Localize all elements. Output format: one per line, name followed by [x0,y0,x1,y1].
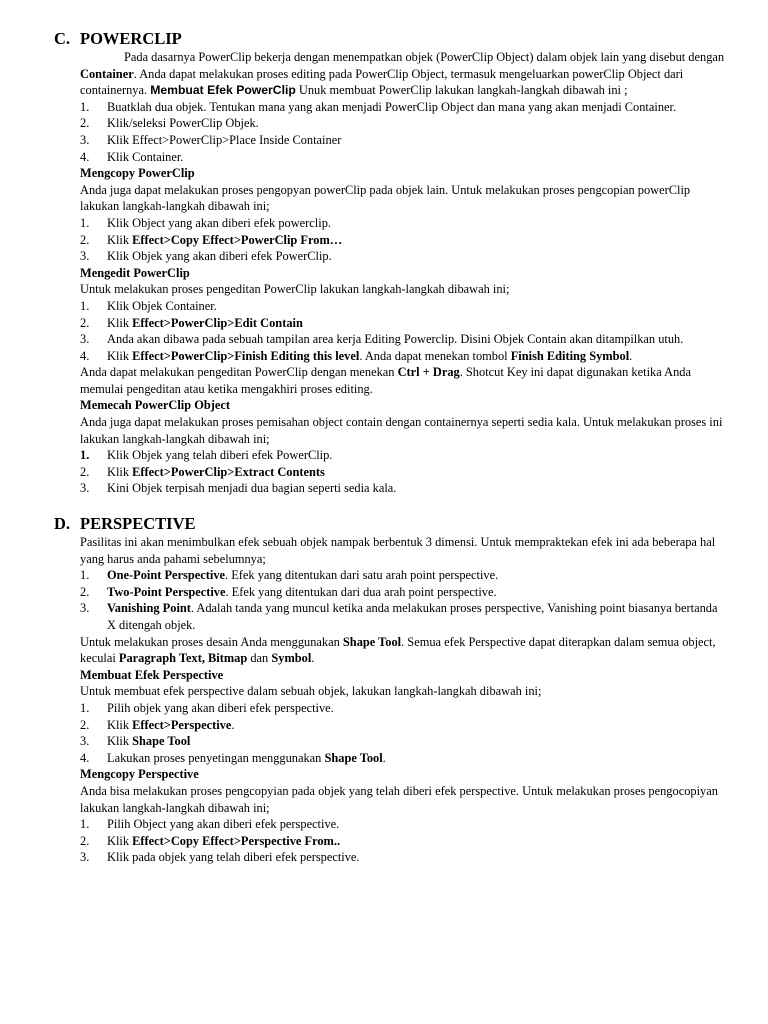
step-text: Buatklah dua objek. Tentukan mana yang akan menjadi PowerClip Object dan mana yang akan menjadi Container. [107,99,677,114]
list-item [80,132,728,149]
perspective-intro: Pasilitas ini akan menimbulkan efek sebuah objek nampak berbentuk 3 dimensi. Untuk mempraktekan efek ini ada beberapa hal yang harus anda pahami sebelumnya; [80,535,716,566]
step-number: 3. [80,734,90,749]
copy-powerclip-heading: Mengcopy PowerClip [80,166,195,181]
step-text: Pilih Object yang akan diberi efek perspective. [107,817,340,832]
step-number: 1. [80,448,90,463]
step-text: Klik Object yang akan diberi efek powerclip. [107,215,331,230]
make-perspective-text: Untuk membuat efek perspective dalam sebuah objek, lakukan langkah-langkah dibawah ini; [80,684,542,699]
note-text: Untuk melakukan proses desain Anda menggunakan [80,634,343,649]
step-number: 4. [80,348,90,363]
section-d-body [54,534,728,866]
note-text-pre: Anda dapat melakukan pengeditan PowerClip dengan menekan [80,365,398,380]
copy-perspective-text: Anda bisa melakukan proses pengcopyian pada objek yang telah diberi efek perspective. Untuk melakukan proses pengocopiyan lakukan langkah-langkah dibawah ini; [80,783,718,815]
type-term: Vanishing Point [107,601,191,616]
copy-perspective-steps [80,816,728,866]
step-text-end: . [382,750,386,765]
powerclip-intro [80,49,728,99]
intro-text-1: Pada dasarnya PowerClip bekerja dengan menempatkan objek (PowerClip Object) dalam objek lain yang disebut dengan [124,50,725,64]
list-item [80,248,728,265]
step-text: Klik pada objek yang telah diberi efek perspective. [107,850,360,865]
step-text [107,348,728,365]
list-item [80,849,728,866]
step-text [107,833,728,850]
list-item [80,232,728,249]
list-item [80,567,728,584]
step-text [107,733,728,750]
step-text: Klik Objek yang telah diberi efek PowerClip. [107,448,333,463]
step-text-end: . [231,717,235,732]
powerclip-steps [80,99,728,165]
section-d-heading: PERSPECTIVE [80,514,196,534]
step-number: 3. [80,249,90,264]
type-desc: . Efek yang ditentukan dari satu arah point perspective. [225,568,499,583]
step-text: Klik Effect>PowerClip>Place Inside Container [107,132,342,147]
shape-tool-term: Shape Tool [132,734,191,749]
list-item [80,298,728,315]
menu-path: Effect>PowerClip>Finish Editing this level [132,348,360,363]
list-item [80,750,728,767]
edit-powerclip-heading: Mengedit PowerClip [80,265,190,280]
list-item [80,816,728,833]
extract-powerclip-heading: Memecah PowerClip Object [80,398,231,413]
menu-path: Effect>Copy Effect>PowerClip From… [132,232,343,247]
step-text: Klik Objek Container. [107,298,217,313]
step-number: 3. [80,601,90,616]
step-text: Anda akan dibawa pada sebuah tampilan area kerja Editing Powerclip. Disini Objek Contain akan ditampilkan utuh. [107,332,684,347]
step-text-pre: Klik [107,348,133,363]
step-number: 3. [80,332,90,347]
type-term: Two-Point Perspective [107,584,226,599]
finish-editing-symbol-term: Finish Editing Symbol [510,348,630,363]
type-term: One-Point Perspective [107,568,226,583]
step-text: Klik/seleksi PowerClip Objek. [107,116,259,131]
step-text [107,232,728,249]
step-text: Klik Container. [107,149,184,164]
list-item [80,717,728,734]
step-number: 2. [80,116,90,131]
step-number: 2. [80,464,90,479]
step-number: 3. [80,850,90,865]
list-item [80,149,728,166]
list-item [80,447,728,464]
menu-path: Effect>PowerClip>Extract Contents [132,464,325,479]
list-item [80,733,728,750]
step-text [107,315,728,332]
step-number: 3. [80,481,90,496]
step-number: 2. [80,232,90,247]
note-text-end: . Shotcut Key ini dapat digunakan ketika Anda memulai pengeditan atau ketika mengakhiri proses editing. [80,365,691,396]
section-c-letter: C. [54,29,71,48]
step-number: 3. [80,132,90,147]
perspective-types [80,567,728,633]
step-number: 1. [80,568,90,583]
note-text: . [311,651,315,666]
step-number: 2. [80,584,90,599]
list-item [80,331,728,348]
edit-powerclip-text: Untuk melakukan proses pengeditan PowerClip lakukan langkah-langkah dibawah ini; [80,282,510,297]
step-number: 1. [80,817,90,832]
step-text [107,567,728,584]
list-item [80,700,728,717]
section-d-title [54,514,728,534]
step-text-mid: . Anda dapat menekan tombol [359,348,511,363]
section-c-body [54,49,728,497]
list-item [80,600,728,633]
edit-shortcut-note [80,364,728,397]
symbol-term: Symbol [271,651,312,666]
copy-powerclip-text: Anda juga dapat melakukan proses pengopyan powerClip pada objek lain. Untuk melakukan proses pengcopian powerClip lakukan langkah-langkah dibawah ini; [80,182,691,214]
note-text: . Semua efek Perspective dapat diterapkan dalam semua object, keculai [80,634,716,666]
step-number: 2. [80,717,90,732]
menu-path: Effect>Perspective [132,717,232,732]
step-text-pre: Klik [107,232,133,247]
step-number: 2. [80,833,90,848]
intro-text-2: . Anda dapat melakukan proses editing pada PowerClip Object, termasuk mengeluarkan powerClip Object dari containernya. [80,66,684,98]
intro-text-3: Unuk membuat PowerClip lakukan langkah-langkah dibawah ini ; [295,83,628,98]
make-perspective-steps [80,700,728,766]
shape-tool-term: Shape Tool [324,750,383,765]
section-c-heading: POWERCLIP [80,29,182,48]
copy-powerclip-steps [80,215,728,265]
list-item [80,584,728,601]
shortcut-key: Ctrl + Drag [397,365,460,380]
shape-tool-term: Shape Tool [342,634,402,649]
menu-path: Effect>Copy Effect>Perspective From.. [132,833,341,848]
step-text-pre: Lakukan proses penyetingan menggunakan [107,750,325,765]
step-text [107,600,728,633]
list-item [80,348,728,365]
make-perspective-heading: Membuat Efek Perspective [80,667,224,682]
make-powerclip-label: Membuat Efek PowerClip [150,83,296,98]
step-text-pre: Klik [107,464,133,479]
extract-powerclip-text: Anda juga dapat melakukan proses pemisahan object contain dengan containernya seperti sedia kala. Untuk melakukan proses ini lakukan langkah-langkah dibawah ini; [80,415,723,446]
list-item [80,115,728,132]
menu-path: Effect>PowerClip>Edit Contain [132,315,303,330]
type-desc: . Adalah tanda yang muncul ketika anda melakukan proses perspective, Vanishing point biasanya bertanda X ditengah objek. [107,601,718,632]
edit-powerclip-steps [80,298,728,364]
step-number: 2. [80,315,90,330]
step-text [107,584,728,601]
container-term: Container [80,66,134,81]
extract-powerclip-steps [80,447,728,497]
step-text-pre: Klik [107,734,133,749]
list-item [80,99,728,116]
step-text-end: . [629,348,633,363]
step-text-pre: Klik [107,833,133,848]
step-text: Klik Objek yang akan diberi efek PowerClip. [107,249,332,264]
step-text: Pilih objek yang akan diberi efek perspective. [107,700,334,715]
list-item [80,833,728,850]
step-text-pre: Klik [107,717,133,732]
step-text-pre: Klik [107,315,133,330]
step-number: 4. [80,750,90,765]
step-number: 1. [80,298,90,313]
list-item [80,215,728,232]
step-number: 1. [80,215,90,230]
step-number: 1. [80,700,90,715]
step-text [107,464,728,481]
list-item [80,464,728,481]
shape-tool-note [80,634,728,667]
list-item [80,315,728,332]
step-text: Kini Objek terpisah menjadi dua bagian seperti sedia kala. [107,481,397,496]
step-text [107,750,728,767]
note-text: dan [247,651,272,666]
section-c-title [54,29,728,49]
step-number: 4. [80,149,90,164]
list-item [80,480,728,497]
copy-perspective-heading: Mengcopy Perspective [80,767,199,782]
type-desc: . Efek yang ditentukan dari dua arah point perspective. [225,584,497,599]
excluded-objects-term: Paragraph Text, Bitmap [118,651,248,666]
step-number: 1. [80,99,90,114]
step-text [107,717,728,734]
section-d-letter: D. [54,514,71,534]
